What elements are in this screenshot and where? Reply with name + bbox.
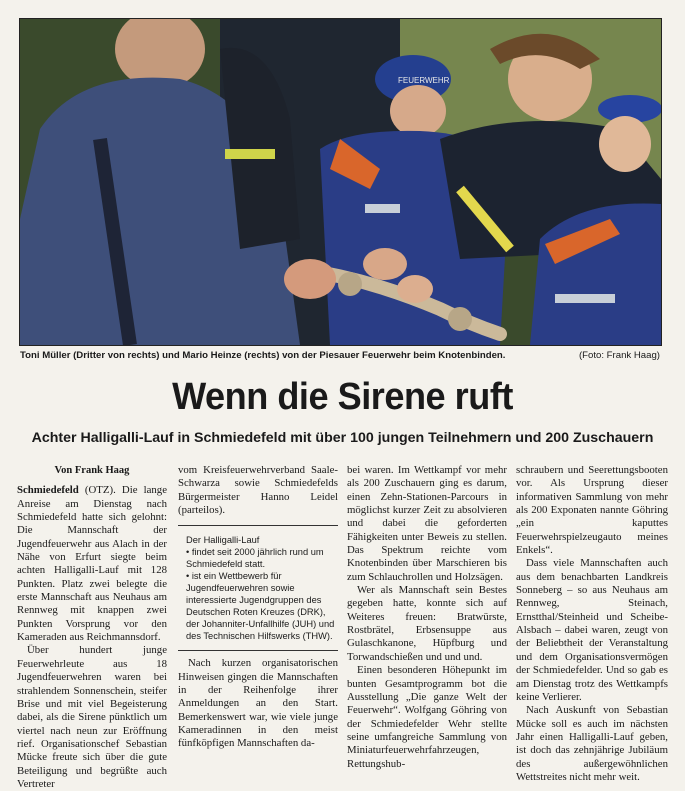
paragraph: Einen besonderen Höhepunkt im bunten Gesamtprogramm bot die Ausstellung „Die ganze Welt der Feuerwehr“. Wolfgang Göhring von der Schmiedefelder Wehr stellte seine umfangreiche Sammlung von Miniaturfeuerwehrfahrzeugen, Rettungshub- <box>347 664 507 770</box>
paragraph: schraubern und Seerettungsbooten vor. Als Ursprung dieser informativen Sammlung von mehr als 200 Exponaten nannte Göhring „ein kaputtes Feuerwehrspielzeugauto meines Enkels“. <box>516 464 668 557</box>
article-column-1 <box>17 464 167 791</box>
paragraph: Wer als Mannschaft sein Bestes gegeben hatte, konnte sich auf Weiteres freuen: Bratwürste, Rostbrätel, Erbsensuppe aus Gulaschkanone, Hüpfburg und Torwandschießen und und und. <box>347 584 507 663</box>
paragraph-text: (OTZ). Die lange Anreise am Dienstag nach Schmiedefeld hatte sich gelohnt: Die Mannschaft der Jugendfeuerwehr aus Alach in der Nähe von Erfurt siegte beim achten Halligalli-Lauf mit 128 Punkten. Platz zwei belegte die erste Mannschaft aus Neuhaus am Rennweg mit knappen zwei Punkten Vorsprung vor den Kameraden aus Reichmannsdorf. <box>17 484 167 644</box>
caption-text: Toni Müller (Dritter von rechts) und Mario Heinze (rechts) von der Piesauer Feuerwehr beim Knotenbinden. <box>20 350 506 361</box>
paragraph: vom Kreisfeuerwehrverband Saale-Schwarza sowie Schmiedefelds Bürgermeister Hanno Leidel (parteilos). <box>178 464 338 517</box>
photo-illustration <box>20 19 661 345</box>
paragraph: Über hundert junge Feuerwehrleute aus 18 Jugendfeuerwehren waren bei strahlendem Sonnenschein, steifer Brise und mit viel Begeisterung dabei, als die Sirene pünktlich um viertel nach neun zur Eröffnung rief. Organisationschef Sebastian Mücke freute sich über die gute Beteiligung und begrüßte auch Vertreter <box>17 644 167 790</box>
paragraph: Nach kurzen organisatorischen Hinweisen gingen die Mannschaften in der Reihenfolge ihrer Anmeldungen an den Start. Bemerkenswert war, wie viele junge Kameradinnen in den meist fünfköpfigen Mannschaften da- <box>178 657 338 750</box>
article-column-3 <box>347 464 507 771</box>
paragraph: Dass viele Mannschaften auch aus dem benachbarten Landkreis Sonneberg – so aus Neuhaus am Rennweg, Steinach, Ernstthal/Steinheid und Scheibe-Alsbach – dabei waren, zeugt von der Beliebtheit der Veranstaltung und dem Organisationsvermögen der Schmiedefelder. Und so gab es am Dienstag trotz des Wettkampfs keine Verlierer. <box>516 557 668 703</box>
paragraph: Nach Auskunft von Sebastian Mücke soll es auch im nächsten Jahr einen Halligalli-Lauf geben, ist doch das zehnjährige Jubiläum des außergewöhnlichen Wettstreites nicht mehr weit. <box>516 704 668 783</box>
info-box <box>178 525 338 651</box>
byline: Von Frank Haag <box>54 465 130 476</box>
photo-caption <box>20 350 660 361</box>
dateline: Schmiedefeld <box>17 484 79 497</box>
info-box-item: • findet seit 2000 jährlich rund um Schmiedefeld statt. <box>186 547 324 570</box>
paragraph: bei waren. Im Wettkampf vor mehr als 200 Zuschauern ging es darum, einen Zehn-Stationen-Parcours in möglichst kurzer Zeit zu absolvieren und dabei die geforderten Fähigkeiten unter Beweis zu stellen. Das Spektrum reichte vom Knotenbinden über Marschieren bis zum Schlauchrollen und Holzsägen. <box>347 464 507 583</box>
article-column-2 <box>178 464 338 751</box>
photo-credit: (Foto: Frank Haag) <box>578 350 660 361</box>
article-column-4 <box>516 464 668 784</box>
subheadline: Achter Halligalli-Lauf in Schmiedefeld mit über 100 jungen Teilnehmern und 200 Zuschauern <box>31 430 654 446</box>
paragraph <box>17 484 167 644</box>
info-box-item: • ist ein Wettbewerb für Jugendfeuerwehren sowie interessierte Jugendgruppen des Deutschen Roten Kreuzes (DRK), der Johanniter-Unfallhilfe (JUH) und des Technischen Hilfswerks (THW). <box>186 571 335 642</box>
info-box-title: Der Halligalli-Lauf <box>186 535 260 546</box>
cap-text: FEUERWEHR <box>398 76 450 85</box>
article-photo <box>19 18 662 346</box>
headline: Wenn die Sirene ruft <box>172 376 513 418</box>
